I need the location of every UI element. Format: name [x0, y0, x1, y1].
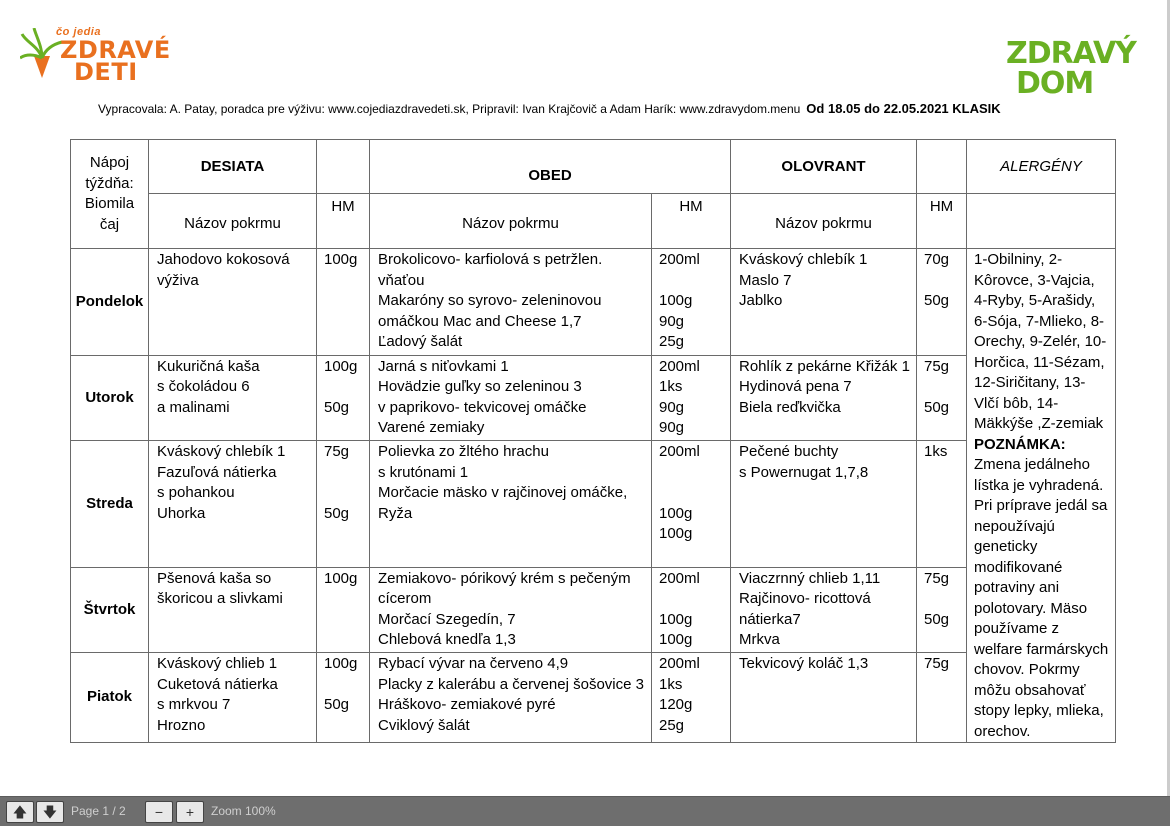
subheader-nazov-obed: Názov pokrmu — [370, 194, 652, 249]
desiata-hm-cell — [317, 249, 370, 356]
obed-item: Varené zemiaky — [378, 419, 485, 437]
logo-left-line1: ZDRAVÉ — [60, 36, 171, 64]
napoj-line: týždňa: — [85, 174, 134, 192]
obed-item: s krutónami 1 — [378, 463, 469, 481]
obed-hm: 100g — [659, 610, 693, 628]
subheader-hm-obed: HM — [652, 194, 731, 249]
obed-hm: 200ml — [659, 251, 700, 268]
desiata-item: Uhorka — [157, 504, 206, 522]
obed-hm-cell — [652, 355, 731, 441]
obed-item: Brokolicovo- karfiolová s petržlen. — [378, 251, 603, 268]
olovrant-cell — [731, 567, 917, 653]
obed-hm: 200ml — [659, 357, 700, 375]
obed-item: Morčací Szegedín, 7 — [378, 610, 516, 628]
day-label: Streda — [71, 441, 149, 567]
obed-hm: 100g — [659, 504, 693, 522]
desiata-hm: 75g — [324, 443, 350, 461]
obed-hm: 100g — [659, 631, 693, 649]
olovrant-item: Tekvicový koláč 1,3 — [739, 655, 869, 673]
desiata-item: s pohankou — [157, 484, 235, 502]
obed-cell — [370, 653, 652, 743]
obed-item: Chlebová knedľa 1,3 — [378, 631, 516, 649]
subheader-nazov-desiata: Názov pokrmu — [149, 194, 317, 249]
olovrant-hm — [924, 377, 966, 398]
obed-hm — [659, 483, 730, 504]
header-alergeny: ALERGÉNY — [967, 140, 1116, 194]
obed-item: vňaťou — [378, 271, 425, 289]
olovrant-hm: 50g — [924, 292, 950, 309]
desiata-item: výživa — [157, 271, 199, 289]
desiata-cell — [149, 355, 317, 441]
zoom-in-button[interactable]: + — [176, 801, 204, 823]
credits-line — [98, 101, 1001, 116]
desiata-item: Fazuľová nátierka — [157, 463, 277, 481]
obed-item: Ryža — [378, 504, 413, 522]
olovrant-cell — [731, 653, 917, 743]
desiata-item: škoricou a slivkami — [157, 590, 283, 608]
logo-right-line2: DOM — [1016, 66, 1094, 101]
obed-item: Hovädzie guľky so zeleninou 3 — [378, 378, 582, 396]
desiata-hm-cell — [317, 441, 370, 567]
day-row — [71, 249, 1116, 356]
olovrant-hm-cell — [917, 653, 967, 743]
zoom-indicator: Zoom 100% — [211, 804, 276, 818]
menu-period: Od 18.05 do 22.05.2021 KLASIK — [806, 101, 1001, 116]
header-olovrant-hm-spacer — [917, 140, 967, 194]
olovrant-item: s Powernugat 1,7,8 — [739, 463, 869, 481]
obed-item: Makaróny so syrovo- zeleninovou — [378, 292, 602, 309]
day-row — [71, 355, 1116, 441]
olovrant-hm-cell — [917, 441, 967, 567]
obed-item: Ľadový šalát — [378, 333, 463, 350]
obed-item: Jarná s niťovkami 1 — [378, 357, 509, 375]
day-label: Utorok — [71, 355, 149, 441]
olovrant-hm: 75g — [924, 357, 950, 375]
obed-hm: 90g — [659, 398, 685, 416]
obed-hm — [659, 463, 730, 484]
obed-hm: 90g — [659, 312, 685, 330]
desiata-hm: 100g — [324, 357, 358, 375]
olovrant-hm — [924, 589, 966, 610]
desiata-item: Kváskový chlebík 1 — [157, 443, 286, 461]
day-label: Piatok — [71, 653, 149, 743]
desiata-item: Pšenová kaša so — [157, 569, 272, 587]
menu-table — [70, 139, 1116, 743]
obed-item: v paprikovo- tekvicovej omáčke — [378, 398, 587, 416]
olovrant-item: Kváskový chlebík 1 — [739, 251, 868, 268]
desiata-hm-cell — [317, 355, 370, 441]
credits-text: Vypracovala: A. Patay, poradca pre výživu: www.cojediazdravedeti.sk, Pripravil: Ivan Krajčovič a Adam Harík: www.zdravydom.menu — [98, 102, 801, 116]
olovrant-item: Pečené buchty — [739, 443, 839, 461]
olovrant-item: Rohlík z pekárne Křižák 1 — [739, 357, 910, 375]
olovrant-item: Mrkva — [739, 631, 780, 649]
desiata-cell — [149, 249, 317, 356]
olovrant-item: Biela reďkvička — [739, 398, 841, 416]
logo-right-line1: ZDRAVÝ — [1006, 36, 1136, 71]
olovrant-item: Hydinová pena 7 — [739, 378, 852, 396]
header-desiata-hm-spacer — [317, 140, 370, 194]
olovrant-hm-cell — [917, 567, 967, 653]
desiata-hm: 50g — [324, 696, 350, 714]
desiata-hm — [324, 675, 369, 696]
olovrant-hm: 75g — [924, 569, 950, 587]
obed-hm-cell — [652, 653, 731, 743]
zoom-out-button[interactable]: − — [145, 801, 173, 823]
desiata-hm-cell — [317, 567, 370, 653]
desiata-item: Hrozno — [157, 716, 206, 734]
obed-item: cícerom — [378, 590, 432, 608]
pdf-viewer-toolbar — [0, 796, 1170, 826]
page-indicator: Page 1 / 2 — [71, 804, 126, 818]
obed-hm: 200ml — [659, 443, 700, 461]
obed-hm: 90g — [659, 419, 685, 437]
logo-left-small: čo jedia — [56, 26, 101, 38]
napoj-line: čaj — [99, 215, 120, 233]
header-desiata: DESIATA — [149, 140, 317, 194]
subheader-alergeny-spacer — [967, 194, 1116, 249]
obed-item: Placky z kalerábu a červenej šošovice 3 — [378, 675, 644, 693]
desiata-item: Kukuričná kaša — [157, 357, 260, 375]
desiata-item: Kváskový chlieb 1 — [157, 655, 278, 673]
desiata-cell — [149, 567, 317, 653]
desiata-cell — [149, 653, 317, 743]
olovrant-hm: 50g — [924, 610, 950, 628]
day-label: Pondelok — [71, 249, 149, 356]
napoj-line: Nápoj — [89, 154, 130, 171]
prev-page-button[interactable] — [6, 801, 34, 823]
obed-hm: 25g — [659, 333, 685, 350]
desiata-item: s čokoládou 6 — [157, 378, 250, 396]
obed-item: Zemiakovo- pórikový krém s pečeným — [378, 569, 631, 587]
obed-item: Morčacie mäsko v rajčinovej omáčke, — [378, 484, 628, 502]
obed-hm — [659, 589, 730, 610]
obed-hm: 100g — [659, 292, 693, 309]
header-olovrant: OLOVRANT — [731, 140, 917, 194]
obed-hm: 25g — [659, 716, 685, 734]
obed-item: omáčkou Mac and Cheese 1,7 — [378, 312, 582, 330]
subheader-hm-desiata: HM — [317, 194, 370, 249]
obed-item: Polievka zo žltého hrachu — [378, 443, 549, 461]
olovrant-item: Maslo 7 — [739, 271, 792, 289]
obed-hm-cell — [652, 567, 731, 653]
obed-cell — [370, 355, 652, 441]
note-text: Zmena jedálneho lístka je vyhradená. Pri príprave jedál sa nepoužívajú geneticky modifikované potraviny ani polotovary. Mäso používame z welfare farmárskych chovov. Pokrmy môžu obsahovať stopy lepky, mlieka, orechov. — [974, 456, 1109, 740]
obed-item: Cviklový šalát — [378, 716, 470, 734]
subheader-hm-olovrant: HM — [917, 194, 967, 249]
desiata-hm — [324, 483, 369, 504]
next-page-button[interactable] — [36, 801, 64, 823]
obed-cell — [370, 567, 652, 653]
desiata-item: Jahodovo kokosová — [157, 251, 290, 268]
obed-hm: 120g — [659, 696, 693, 714]
olovrant-item: nátierka7 — [739, 610, 801, 628]
obed-item: Rybací vývar na červeno 4,9 — [378, 655, 569, 673]
napoj-tyzdna — [71, 140, 149, 249]
subheader-nazov-olovrant: Názov pokrmu — [731, 194, 917, 249]
olovrant-hm: 50g — [924, 398, 950, 416]
day-row — [71, 567, 1116, 653]
obed-cell — [370, 441, 652, 567]
note-label: POZNÁMKA: — [974, 435, 1066, 453]
cojediazdravedeti-logo — [20, 26, 171, 88]
logo-left-line2: DETI — [74, 58, 138, 86]
desiata-item: s mrkvou 7 — [157, 696, 231, 714]
zdravydom-logo — [1006, 36, 1136, 101]
obed-item: Hráškovo- zemiakové pyré — [378, 696, 556, 714]
allergens-list: 1-Obilniny, 2-Kôrovce, 3-Vajcia, 4-Ryby, 5-Arašidy, 6-Sója, 7-Mlieko, 8-Orechy, 9-Zelér, 10-Horčica, 11-Sézam, 12-Siričitany, 13-Vlčí bôb, 14-Mäkkýše ,Z-zemiak — [974, 251, 1107, 432]
desiata-hm: 100g — [324, 569, 358, 587]
olovrant-cell — [731, 441, 917, 567]
olovrant-hm-cell — [917, 249, 967, 356]
desiata-hm: 50g — [324, 504, 350, 522]
olovrant-hm-cell — [917, 355, 967, 441]
day-label: Štvrtok — [71, 567, 149, 653]
obed-hm: 200ml — [659, 655, 700, 673]
olovrant-hm: 70g — [924, 251, 950, 268]
olovrant-item: Jablko — [739, 292, 783, 309]
desiata-item: Cuketová nátierka — [157, 675, 278, 693]
olovrant-item: Rajčinovo- ricottová — [739, 590, 871, 608]
desiata-hm — [324, 377, 369, 398]
arrow-down-icon: 🡇 — [42, 804, 58, 820]
napoj-line: Biomila — [84, 195, 135, 212]
desiata-item: a malinami — [157, 398, 230, 416]
header-obed: OBED — [370, 140, 731, 194]
desiata-hm — [324, 463, 369, 484]
obed-hm: 1ks — [659, 675, 683, 693]
obed-hm-cell — [652, 441, 731, 567]
olovrant-hm — [924, 271, 966, 292]
day-row — [71, 441, 1116, 567]
desiata-hm: 100g — [324, 655, 358, 673]
allergens-cell — [967, 249, 1116, 743]
desiata-cell — [149, 441, 317, 567]
desiata-hm: 50g — [324, 398, 350, 416]
olovrant-hm: 1ks — [924, 443, 948, 461]
obed-hm-cell — [652, 249, 731, 356]
obed-hm: 100g — [659, 525, 693, 543]
obed-cell — [370, 249, 652, 356]
arrow-up-icon: 🡅 — [12, 804, 28, 820]
olovrant-cell — [731, 355, 917, 441]
day-row — [71, 653, 1116, 743]
obed-hm — [659, 271, 730, 292]
desiata-hm: 100g — [324, 251, 358, 268]
desiata-hm-cell — [317, 653, 370, 743]
olovrant-item: Viaczrnný chlieb 1,11 — [739, 569, 881, 587]
obed-hm: 200ml — [659, 569, 700, 587]
olovrant-hm: 75g — [924, 655, 950, 673]
olovrant-cell — [731, 249, 917, 356]
obed-hm: 1ks — [659, 378, 683, 396]
